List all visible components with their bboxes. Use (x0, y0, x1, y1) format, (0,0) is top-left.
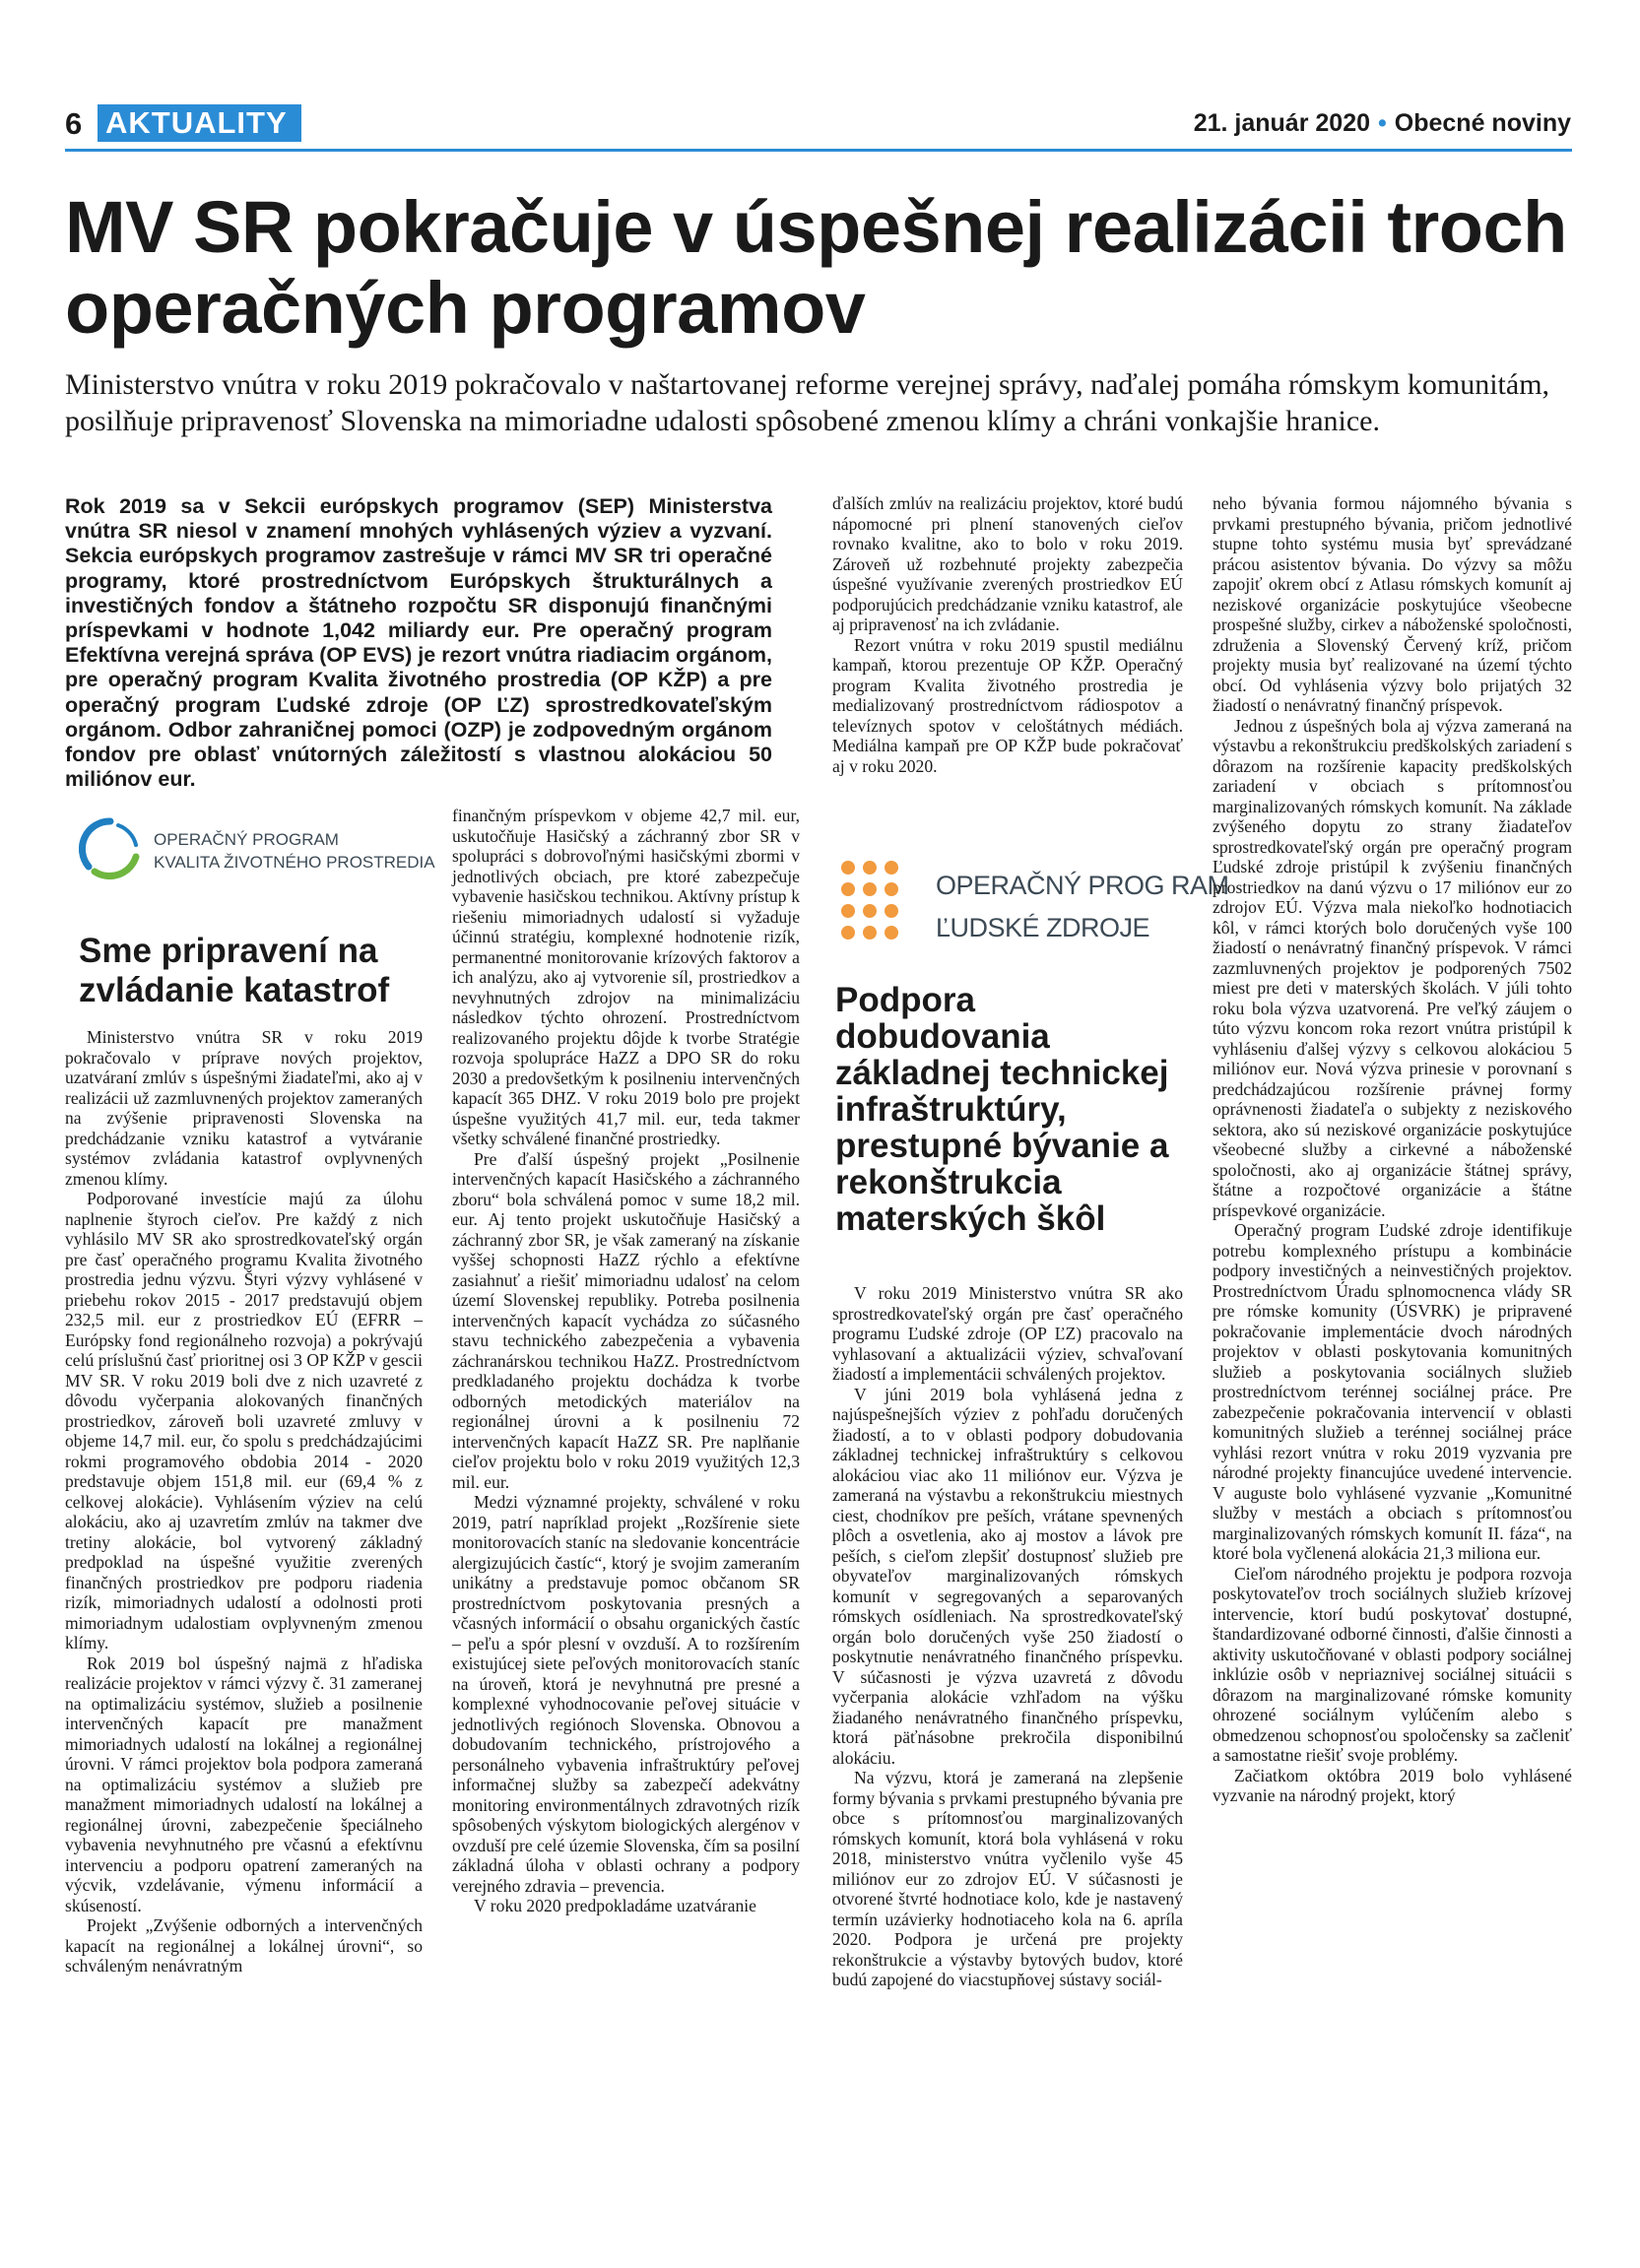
paragraph: finančným príspevkom v objeme 42,7 mil. eur, uskutočňuje Hasičský a záchranný zbor SR v spolupráci s dobrovoľnými hasičskými zbormi v jednotlivých obciach, pre ktoré zabezpečuje vybavenie hasičskou technikou. Aktívny prístup k riešeniu mimoriadnych udalostí si vyžaduje účinnú stratégiu, komplexné hodnotenie rizík, permanentné monitorovanie krízových faktorov a ich analýzu, ako aj vytvorenie síl, prostriedkov a nevyhnutných zdrojov na minimalizáciu následkov týchto ohrození. Prostredníctvom realizovaného projektu dôjde k tvorbe Stratégie rozvoja spolupráce HaZZ a DPO SR do roku 2030 a predovšetkým k posilneniu intervenčných kapacít 365 DHZ. V roku 2019 bolo pre projekt úspešne využitých 41,7 mil. eur, teda takmer všetky schválené finančné prostriedky. (452, 806, 800, 1148)
paragraph: V roku 2020 predpokladáme uzatváranie (474, 1896, 756, 1915)
section-label: AKTUALITY (98, 104, 301, 142)
paragraph: neho bývania formou nájomného bývania s prvkami prestupného bývania, pričom jednotlivé stupne tohto systému musia byť sprevádzané prácou asistentov bývania. Do výzvy sa môžu zapojiť okrem obcí z Atlasu rómskych komunít aj neziskové organizácie poskytujúce všeobecne prospešné služby, cirkev a náboženské spoločnosti, združenia a Slovenský Červený kríž, pričom projekty musia byť realizované na území týchto obcí. Od vyhlásenia výzvy bolo prijatých 32 žiadostí o nenávratný finančný príspevok. (1213, 493, 1572, 715)
paragraph: Operačný program Ľudské zdroje identifikuje potrebu komplexného prístupu a kombinácie podpory investičných a neinvestičných projektov. Prostredníctvom Úradu splnomocnenca vlády SR pre rómske komunity (ÚSVRK) je pripravené pokračovanie implementácie dvoch národných projektov v oblasti poskytovania komunitných služieb a poskytovania sociálnych služieb prostredníctvom terénnej sociálnej práce. Pre zabezpečenie pokračovania intervencií v oblasti komunitných služieb a terénnej sociálnej práce vyhlási rezort vnútra v roku 2019 vyzvania pre národné projekty financujúce uvedené intervencie. V auguste bolo vyhlásené vyzvanie „Komunitné služby v mestách a obciach s prítomnosťou marginalizovaných rómskych komunít II. fáza“, na ktoré bola vyčlenená alokácia 21,3 miliona eur. (1213, 1220, 1572, 1563)
paragraph: Projekt „Zvýšenie odborných a intervenčných kapacít na regionálnej a lokálnej úrovni“, so schváleným nenávratným (65, 1915, 423, 1976)
paragraph: V júni 2019 bola vyhlásená jedna z najúspešnejších výziev z pohľadu doručených žiadostí, a to v oblasti podpory dobudovania základnej technickej infraštruktúry s celkovou alokáciou viac ako 11 miliónov eur. Výzva je zameraná na výstavbu a rekonštrukciu miestnych ciest, chodníkov pre peších, vrátane spevnených plôch a osvetlenia, ako aj mostov a lávok pre peších, s cieľom zlepšiť dostupnosť služieb pre obyvateľov marginalizovaných rómskych komunít v segregovaných a separovaných rómskych osídleniach. Na sprostredkovateľský orgán bolo doručených vyše 250 žiadostí o poskytnutie nenávratného finančného príspevku. V súčasnosti je výzva uzavretá z dôvodu vyčerpania alokácie vzhľadom na výšku žiadaného nenávratného finančného príspevku, ktorá päťnásobne prekročila disponibilnú alokáciu. (832, 1384, 1183, 1768)
orange-dots-logo-icon (839, 859, 923, 957)
paragraph: Rok 2019 bol úspešný najmä z hľadiska realizácie projektov v rámci výzvy č. 31 zameranej na optimalizáciu systémov, služieb a posilnenie intervenčných kapacít pre manažment mimoriadnych udalostí na lokálnej a regionálnej úrovni. V rámci projektov bola podpora zameraná na optimalizáciu systémov a služieb pre manažment mimoriadnych udalostí na lokálnej a regionálnej úrovni, zabezpečenie špeciálneho vybavenia nevyhnutného pre včasnú a efektívnu intervenciu a podporu opatrení zameraných na výcvik, vzdelávanie, výmenu informácií a skúseností. (65, 1652, 423, 1915)
article-lead: Ministerstvo vnútra v roku 2019 pokračovalo v naštartovanej reforme verejnej správy, naďalej pomáha rómskym komunitám, posilňuje pripravenosť Slovenska na mimoriadne udalosti spôsobené zmenou klímy a chráni vonkajšie hranice. (65, 368, 1550, 437)
page-number: 6 (65, 106, 83, 141)
paragraph: V roku 2019 Ministerstvo vnútra SR ako sprostredkovateľský orgán pre časť operačného programu Ľudské zdroje (OP ĽZ) pracovalo na vyhlasovaní a aktualizácii výziev, schvaľovaní žiadostí a implementácii schválených projektov. (832, 1283, 1183, 1384)
column-3-bottom (832, 1283, 1183, 1990)
header-rule (65, 149, 1572, 152)
logo-lz-line2: ĽUDSKÉ ZDROJE (936, 913, 1150, 942)
paragraph: Podporované investície majú za úlohu naplnenie štyroch cieľov. Pre každý z nich vyhlásilo MV SR ako sprostredkovateľský orgán pre časť operačného programu Kvalita životného prostredia jednu výzvu. Štyri výzvy vyhlásené v priebehu rokov 2015 - 2017 predstavujú objem 232,5 mil. eur z prostriedkov EÚ (EFRR – Európsky fond regionálneho rozvoja) a pokrývajú celú príslušnú časť prioritnej osi 3 OP KŽP v gescii MV SR. V roku 2019 boli dve z nich uzavreté z dôvodu vyčerpania alokovaných finančných prostriedkov, zároveň boli uzavreté zmluvy v objeme 14,7 mil. eur, čo spolu s predchádzajúcimi rokmi programového obdobia 2014 - 2020 predstavuje objem 151,8 mil. eur (69,4 % z celkovej alokácie). Vyhlásením výziev na celú alokáciu, ako aj uzavretím zmlúv na takmer dve tretiny alokácie, bol vytvorený základný predpoklad na úspešné využitie zverených finančných prostriedkov pre podporu riadenia rizík, mimoriadnych udalostí a odolnosti proti mimoriadnym udalostiam ovplyvneným zmenou klímy. (65, 1189, 423, 1652)
column-2 (452, 806, 800, 1916)
paragraph: ďalších zmlúv na realizáciu projektov, ktoré budú nápomocné pri plnení stanovených cieľov rovnako kvalitne, ako to bolo v roku 2019. Zároveň už rozbehnuté projekty zabezpečia úspešné využívanie zverených prostriedkov EÚ podporujúcich predchádzanie vzniku katastrof, ale aj pripravenosť na ich zvládanie. (832, 493, 1183, 634)
op-lz-logo (839, 859, 1229, 957)
column-4 (1213, 493, 1572, 1806)
paragraph: Medzi významné projekty, schválené v roku 2019, patrí napríklad projekt „Rozšírenie siete monitorovacích staníc na sledovanie koncentrácie alergizujúcich častíc“, ktorý je svojim zameraním unikátny a predstavuje pomoc občanom SR prostredníctvom poskytovania presných a včasných informácií o obsahu organických častíc – peľu a spór plesní v ovzduší. A to rozšírením existujúcej siete peľových monitorovacích staníc na úroveň, ktorá je nevyhnutná pre presné a komplexné vyhodnocovanie peľovej situácie v jednotlivých regiónoch Slovenska. Obnovou a dobudovaním technického, prístrojového a personálneho vybavenia infraštruktúry peľovej informačnej služby sa zabezpečí adekvátny monitoring environmentálnych zdravotných rizík spôsobených výskytom biologických alergénov v ovzduší pre celé územie Slovenska, čím sa posilní základná úloha v oblasti ochrany a podpory verejného zdravia – prevencia. (452, 1492, 800, 1896)
publication-name: Obecné noviny (1394, 109, 1571, 137)
section1-heading: Sme pripravení na zvládanie katastrof (79, 932, 390, 1009)
logo-lz-line1: OPERAČNÝ PROG RAM (936, 871, 1229, 900)
article-intro: Rok 2019 sa v Sekcii európskych programov (SEP) Ministerstva vnútra SR niesol v znamení mnohých vyhlásených výziev a vyzvaní. Sekcia európskych programov zastrešuje v rámci MV SR tri operačné programy, ktoré prostredníctvom Európskych štrukturálnych a investičných fondov a štátneho rozpočtu SR disponujú finančnými príspevkami v hodnote 1,042 miliardy eur. Pre operačný program Efektívna verejná správa (OP EVS) je rezort vnútra riadiacim orgánom, pre operačný program Kvalita životného prostredia (OP KŽP) a pre operačný program Ľudské zdroje (OP ĽZ) sprostredkovateľským orgánom. Odbor zahraničnej pomoci (OZP) je zodpovedným orgánom fondov pre oblasť vnútorných záležitostí s vlastnou alokáciou 50 miliónov eur. (65, 494, 772, 792)
leaf-circle-logo-icon (79, 817, 142, 880)
paragraph: Cieľom národného projektu je podpora rozvoja poskytovateľov troch sociálnych služieb krízovej intervencie, ktorí budú poskytovať dostupné, štandardizované odborné činnosti, ďalšie činnosti a aktivity uskutočňované v oblasti podpory sociálnej inklúzie osôb v nepriaznivej sociálnej situácii s dôrazom na marginalizované rómske komunity ohrozené sociálnym vylúčením alebo s obmedzenou schopnosťou spoločensky sa začleniť a samostatne riešiť svoje problémy. (1213, 1563, 1572, 1765)
logo-kzp-line2: KVALITA ŽIVOTNÉHO PROSTREDIA (154, 853, 435, 872)
paragraph: Na výzvu, ktorá je zameraná na zlepšenie formy bývania s prvkami prestupného bývania pre obce s prítomnosťou marginalizovaných rómskych komunít, ktorá bola vyhlásená v roku 2018, ministerstvo vnútra vyčlenilo vyše 45 miliónov eur zo zdrojov EÚ. V súčasnosti je otvorené štvrté hodnotiace kolo, kde je nastavený termín uzávierky hodnotiaceho kola na 6. apríla 2020. Podpora je určená pre projekty rekonštrukcie a výstavby bytových budov, ktoré budú zapojené do viacstupňovej sústavy sociál- (832, 1768, 1183, 1989)
article-title: MV SR pokračuje v úspešnej realizácii troch operačných programov (65, 186, 1567, 349)
issue-info (1194, 109, 1571, 138)
paragraph: Ministerstvo vnútra SR v roku 2019 pokračovalo v príprave nových projektov, uzatváraní zmlúv s úspešnými žiadateľmi, ako aj v realizácii už zazmluvnených projektov zameraných na zvýšenie pripravenosti Slovenska na predchádzanie vzniku katastrof a vytváranie systémov zvládania katastrof ovplyvnených zmenou klímy. (65, 1027, 423, 1189)
column-3-top (832, 493, 1183, 776)
paragraph: Začiatkom októbra 2019 bolo vyhlásené vyzvanie na národný projekt, ktorý (1213, 1765, 1572, 1805)
paragraph: Jednou z úspešných bola aj výzva zameraná na výstavbu a rekonštrukciu predškolských zariadení s dôrazom na rozšírenie kapacity predškolských zariadení v obciach s prítomnosťou marginalizovaných rómskych komunít. Na základe zvýšeného dopytu zo strany žiadateľov sprostredkovateľský orgán pre operačný program Ľudské zdroje pristúpil k zvýšeniu finančných prostriedkov na danú výzvu o 17 miliónov eur zo zdrojov EÚ. Výzva mala niekoľko hodnotiacich kôl, v rámci ktorých bolo doručených vyše 100 žiadostí o nenávratný finančný príspevok. V rámci zazmluvnených projektov je podporených 7502 miest pre deti v materských školách. V júli tohto roku bola výzva uzatvorená. Pre veľký záujem o túto výzvu koncom roka rezort vnútra pristúpil k vyhláseniu ďalšej výzvy s celkovou alokáciou 5 miliónov eur. Nová výzva prinesie v porovnaní s predchádzajúcou rozšírenie právnej formy oprávnenosti žiadateľa o subjekty z neziskového sektora, ako sú neziskové organizácie poskytujúce všeobecné služby a cirkevné a náboženské spoločnosti, ako aj organizácie štátnej správy, štátne a rozpočtové organizácie a štátne príspevkové organizácie. (1213, 715, 1572, 1220)
op-kzp-logo (79, 815, 435, 894)
paragraph: Pre ďalší úspešný projekt „Posilnenie intervenčných kapacít Hasičského a záchranného zboru“ bola schválená pomoc v sume 18,2 mil. eur. Aj tento projekt uskutočňuje Hasičský a záchranný zbor SR, je však zameraný na získanie vyššej schopnosti HaZZ rýchlo a efektívne zasiahnuť a riešiť mimoriadnu udalosť na celom území Slovenskej republiky. Potreba posilnenia intervenčných kapacít vychádza zo súčasného stavu technického zabezpečenia a vybavenia záchranárskou technikou HaZZ. Prostredníctvom predkladaného projektu dochádza k tvorbe odborných metodických materiálov na regionálnej úrovni a k posilneniu 72 intervenčných kapacít HaZZ SR. Pre naplňanie cieľov projektu bolo v roku 2019 využitých 12,3 mil. eur. (452, 1148, 800, 1492)
paragraph: Rezort vnútra v roku 2019 spustil mediálnu kampaň, ktorou prezentuje OP KŽP. Operačný program Kvalita životného prostredia je medializovaný prostredníctvom rádiospotov a televíznych spotov v celoštátnych médiách. Mediálna kampaň pre OP KŽP bude pokračovať aj v roku 2020. (832, 634, 1183, 776)
separator-dot: • (1378, 109, 1387, 137)
column-1 (65, 1027, 423, 1976)
issue-date: 21. január 2020 (1193, 109, 1371, 137)
logo-kzp-line1: OPERAČNÝ PROGRAM (154, 830, 339, 849)
section2-heading: Podpora dobudovania základnej technickej infraštruktúry, prestupné bývanie a rekonštrukcia materských škôl (835, 981, 1169, 1238)
